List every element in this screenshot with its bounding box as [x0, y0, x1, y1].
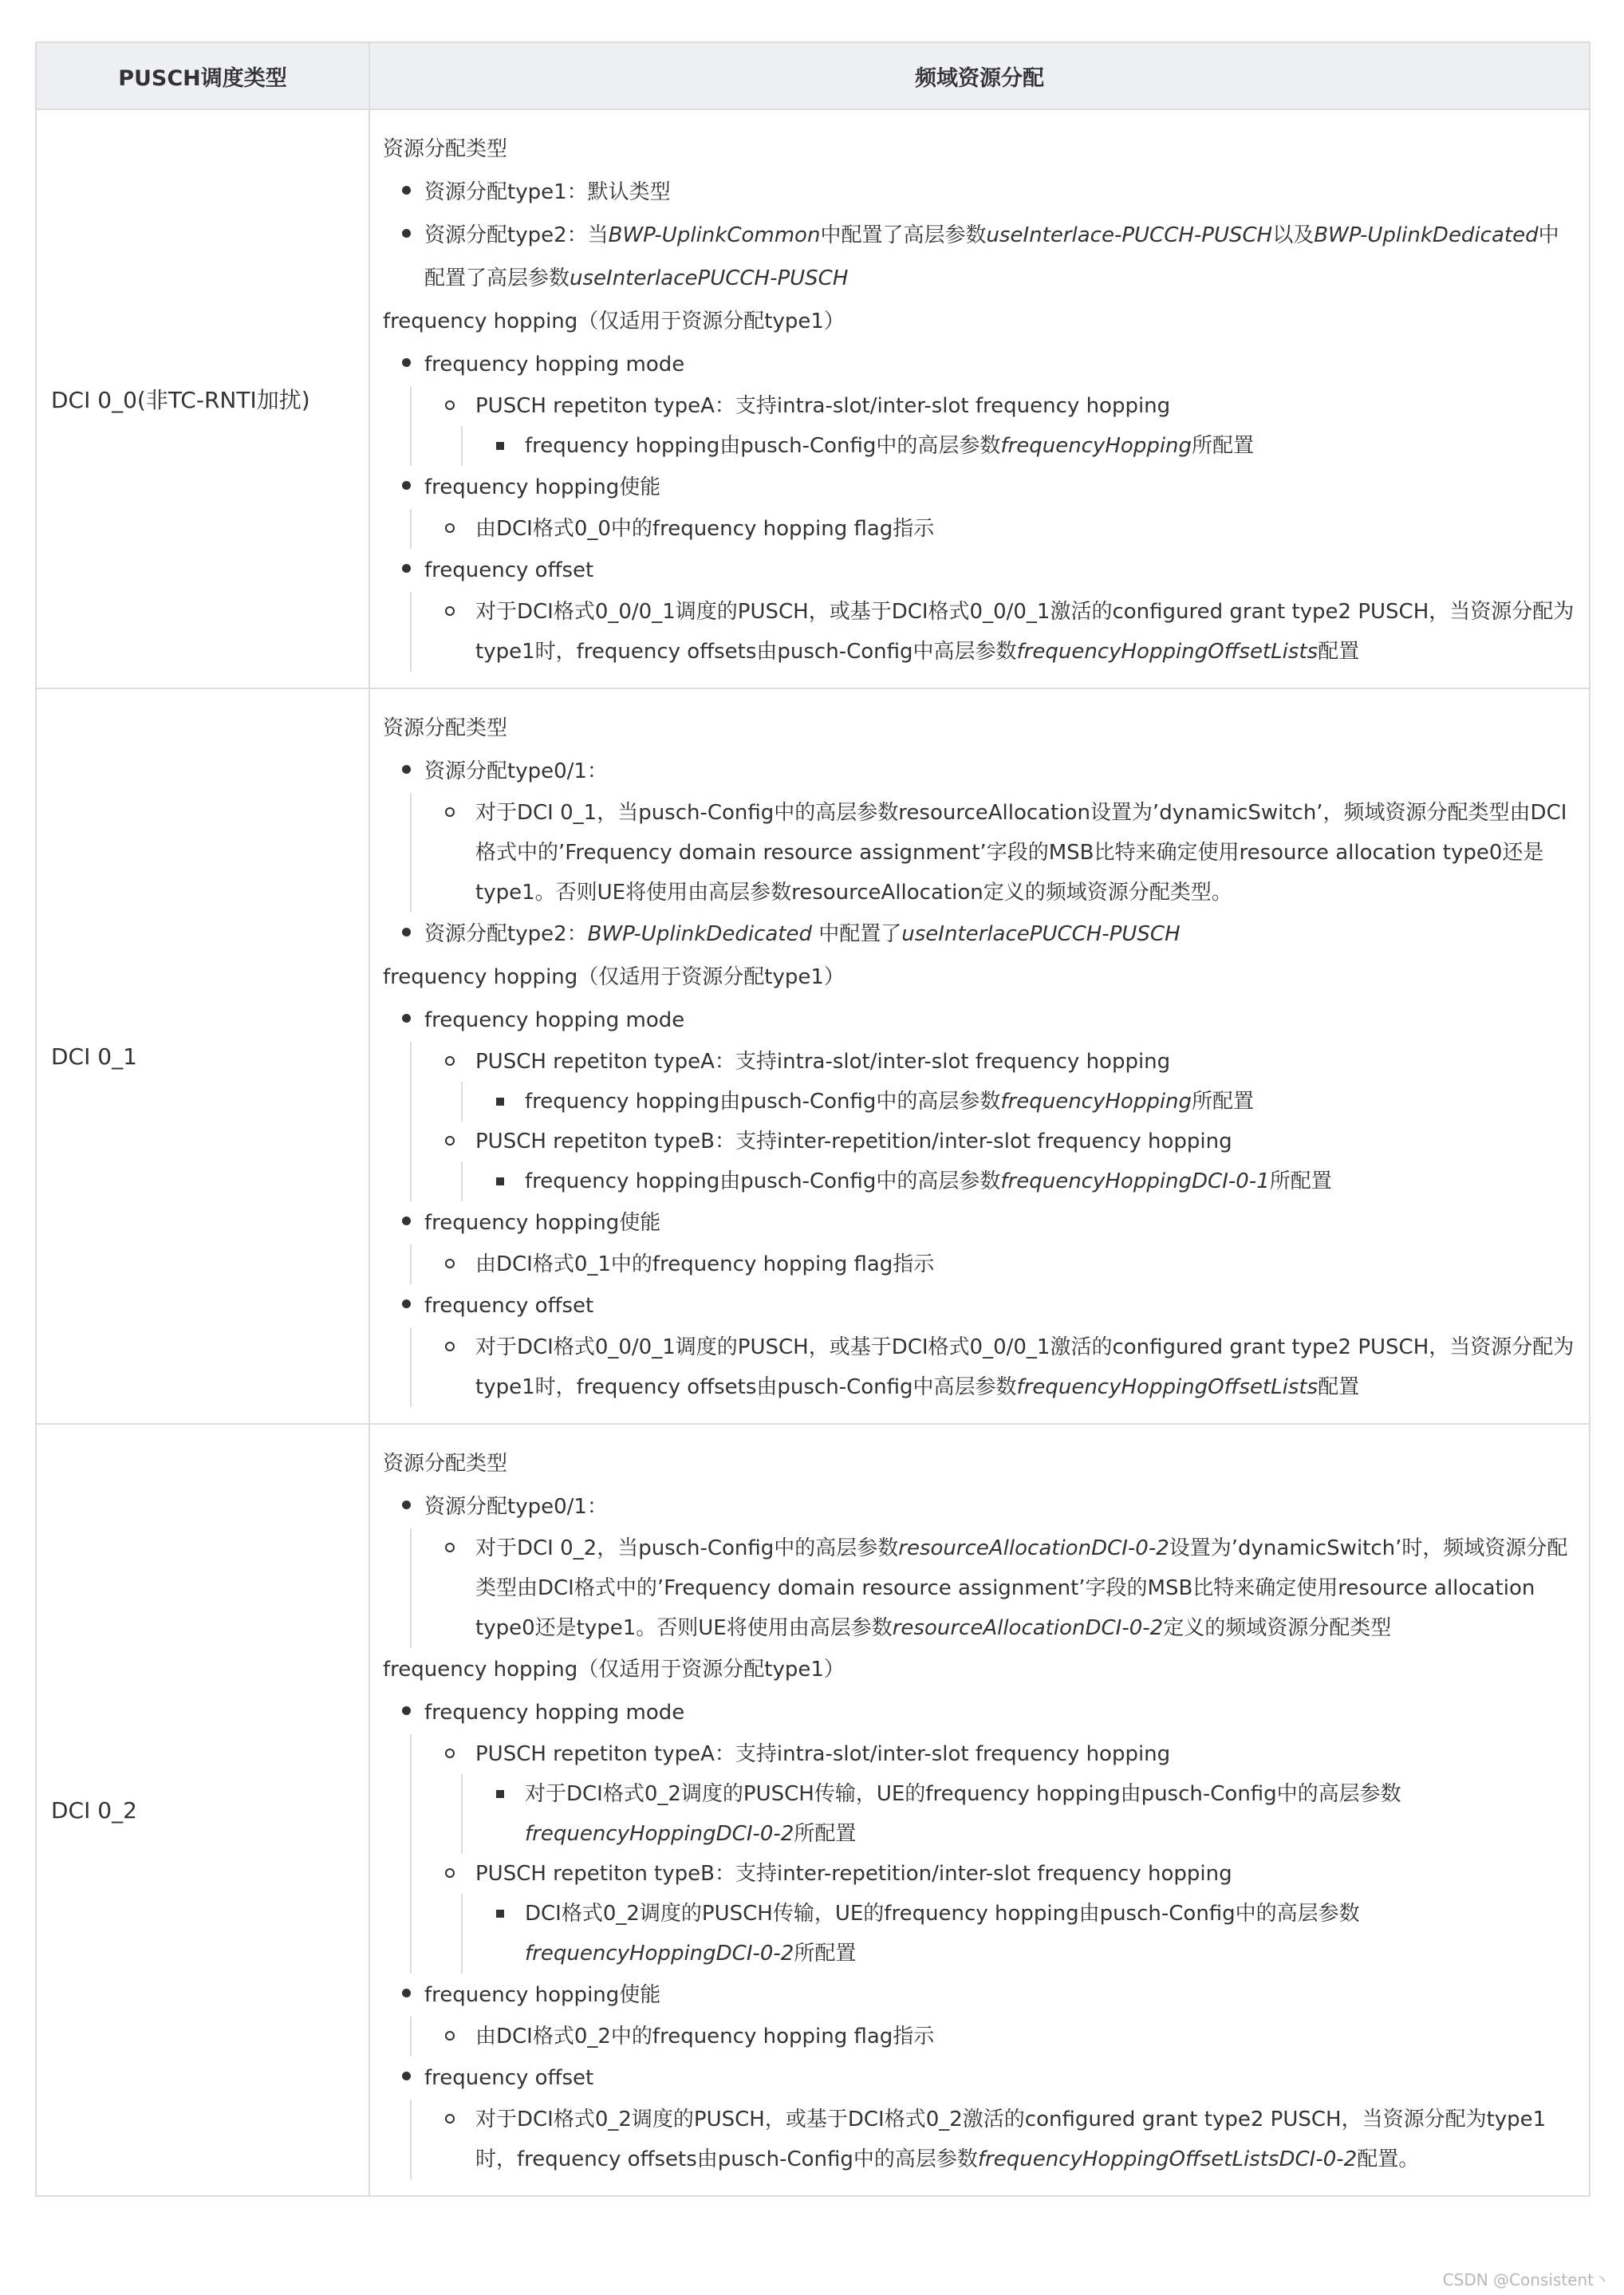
list-item-text: PUSCH repetiton typeA：支持intra-slot/inter-slot frequency hopping — [475, 394, 1171, 418]
list-item-text: frequency hopping由pusch-Config中的高层参数frequencyHoppingDCI-0-1所配置 — [525, 1169, 1332, 1193]
list-item-text: frequency offset — [424, 2066, 594, 2090]
resource-allocation-table — [35, 41, 1590, 2197]
bullet-list-level-2 — [410, 592, 1576, 672]
list-item — [383, 1974, 1576, 2056]
list-item-text: 对于DCI格式0_2调度的PUSCH传输，UE的frequency hopping由pusch-Config中的高层参数frequencyHoppingDCI-0-2所配置 — [525, 1782, 1401, 1846]
list-item — [383, 999, 1576, 1201]
bullet-list-level-1 — [383, 1691, 1576, 2179]
section-heading: 资源分配类型 — [383, 1452, 508, 1476]
list-item — [426, 1122, 1576, 1201]
list-item — [383, 214, 1576, 300]
list-item — [426, 509, 1576, 549]
freq-allocation-cell — [369, 1424, 1590, 2196]
list-item — [426, 2100, 1576, 2179]
list-item-text: frequency hopping由pusch-Config中的高层参数frequencyHopping所配置 — [525, 434, 1255, 458]
bullet-list-level-1 — [383, 1485, 1576, 1648]
section-heading: 资源分配类型 — [383, 716, 508, 740]
list-item — [477, 426, 1576, 466]
bullet-list-level-2 — [410, 1327, 1576, 1407]
list-item — [383, 1284, 1576, 1407]
list-item-text: frequency hopping mode — [424, 1008, 685, 1032]
list-item — [383, 171, 1576, 214]
table-header-row — [36, 42, 1590, 109]
list-item-text: 资源分配type2：BWP-UplinkDedicated 中配置了useInterlacePUCCH-PUSCH — [424, 922, 1181, 946]
list-item — [426, 1327, 1576, 1407]
section-heading: frequency hopping（仅适用于资源分配type1） — [383, 310, 845, 333]
list-item-text: 对于DCI 0_1，当pusch-Config中的高层参数resourceAllocation设置为’dynamicSwitch’，频域资源分配类型由DCI格式中的’Frequency domain resource assignment’字段的MSB比特来确定使用resource allocation type0还是type1。否则UE将使用由高层参数resourceAllocation定义的频域资源分配类型。 — [475, 801, 1567, 905]
bullet-list-level-1 — [383, 343, 1576, 672]
header-freq-allocation: 频域资源分配 — [369, 42, 1590, 109]
list-item-text: 对于DCI 0_2，当pusch-Config中的高层参数resourceAllocationDCI-0-2设置为’dynamicSwitch’时，频域资源分配类型由DCI格式中的’Frequency domain resource assignment’字段的MSB比特来确定使用resource allocation type0还是type1。否则UE将使用由高层参数resourceAllocationDCI-0-2定义的频域资源分配类型 — [475, 1536, 1568, 1640]
bullet-list-level-3 — [461, 1161, 1576, 1201]
list-item — [426, 793, 1576, 913]
list-item-text: frequency hopping使能 — [424, 1983, 661, 2007]
list-item — [426, 1734, 1576, 1854]
list-item — [426, 386, 1576, 466]
list-item-text: PUSCH repetiton typeA：支持intra-slot/inter-slot frequency hopping — [475, 1742, 1171, 1766]
list-item — [383, 1201, 1576, 1284]
list-item-text: frequency hopping mode — [424, 1701, 685, 1725]
bullet-list-level-3 — [461, 1774, 1576, 1854]
list-item-text: frequency hopping由pusch-Config中的高层参数frequencyHopping所配置 — [525, 1090, 1255, 1114]
freq-allocation-cell — [369, 688, 1590, 1424]
table-body — [36, 109, 1590, 2196]
list-item — [383, 1691, 1576, 1974]
list-item-text: 对于DCI格式0_0/0_1调度的PUSCH，或基于DCI格式0_0/0_1激活的configured grant type2 PUSCH，当资源分配为type1时，frequency offsets由pusch-Config中高层参数frequencyHoppingOffsetLists配置 — [475, 1335, 1575, 1399]
list-item-text: 对于DCI格式0_2调度的PUSCH，或基于DCI格式0_2激活的configured grant type2 PUSCH，当资源分配为type1时，frequency offsets由pusch-Config中的高层参数frequencyHoppingOffsetListsDCI-0-2配置。 — [475, 2108, 1547, 2171]
list-item — [477, 1774, 1576, 1854]
list-item-text: DCI格式0_2调度的PUSCH传输，UE的frequency hopping由pusch-Config中的高层参数frequencyHoppingDCI-0-2所配置 — [525, 1902, 1360, 1966]
list-item — [383, 466, 1576, 549]
list-item — [477, 1082, 1576, 1122]
bullet-list-level-2 — [410, 2100, 1576, 2179]
list-item — [477, 1894, 1576, 1974]
list-item-text: 资源分配type1：默认类型 — [424, 180, 671, 204]
list-item-text: 由DCI格式0_1中的frequency hopping flag指示 — [475, 1252, 935, 1276]
list-item-text: frequency offset — [424, 1294, 594, 1318]
list-item — [383, 1485, 1576, 1648]
bullet-list-level-2 — [410, 509, 1576, 549]
section-heading: frequency hopping（仅适用于资源分配type1） — [383, 1658, 845, 1682]
list-item-text: PUSCH repetiton typeA：支持intra-slot/inter-slot frequency hopping — [475, 1050, 1171, 1074]
list-item — [426, 1528, 1576, 1648]
list-item-text: frequency hopping使能 — [424, 1211, 661, 1235]
freq-allocation-cell — [369, 109, 1590, 688]
list-item-text: 资源分配type0/1： — [424, 1495, 608, 1519]
list-item-text: 对于DCI格式0_0/0_1调度的PUSCH，或基于DCI格式0_0/0_1激活的configured grant type2 PUSCH，当资源分配为type1时，frequency offsets由pusch-Config中高层参数frequencyHoppingOffsetLists配置 — [475, 600, 1575, 664]
bullet-list-level-2 — [410, 1244, 1576, 1284]
table-row — [36, 1424, 1590, 2196]
list-item — [426, 1042, 1576, 1122]
list-item-text: frequency hopping mode — [424, 353, 685, 377]
bullet-list-level-2 — [410, 1528, 1576, 1648]
bullet-list-level-1 — [383, 999, 1576, 1407]
list-item — [426, 1854, 1576, 1974]
list-item — [426, 592, 1576, 672]
table-row — [36, 688, 1590, 1424]
list-item-text: 资源分配type2：当BWP-UplinkCommon中配置了高层参数useInterlace-PUCCH-PUSCH以及BWP-UplinkDedicated中配置了高层参数useInterlacePUCCH-PUSCH — [424, 223, 1559, 290]
list-item-text: frequency hopping使能 — [424, 475, 661, 499]
pusch-type-cell: DCI 0_2 — [36, 1424, 369, 2196]
bullet-list-level-1 — [383, 750, 1576, 956]
bullet-list-level-2 — [410, 1734, 1576, 1974]
bullet-list-level-2 — [410, 793, 1576, 913]
bullet-list-level-1 — [383, 171, 1576, 300]
table-row — [36, 109, 1590, 688]
list-item-text: 由DCI格式0_0中的frequency hopping flag指示 — [475, 517, 935, 541]
list-item — [383, 750, 1576, 913]
bullet-list-level-2 — [410, 2017, 1576, 2056]
list-item-text: PUSCH repetiton typeB：支持inter-repetition/inter-slot frequency hopping — [475, 1130, 1232, 1153]
list-item — [383, 913, 1576, 956]
list-item-text: 资源分配type0/1： — [424, 759, 608, 783]
list-item-text: PUSCH repetiton typeB：支持inter-repetition/inter-slot frequency hopping — [475, 1862, 1232, 1886]
list-item — [426, 1244, 1576, 1284]
list-item-text: frequency offset — [424, 558, 594, 582]
section-heading: 资源分配类型 — [383, 137, 508, 161]
bullet-list-level-3 — [461, 1082, 1576, 1122]
list-item — [383, 2056, 1576, 2179]
list-item — [383, 549, 1576, 672]
bullet-list-level-3 — [461, 426, 1576, 466]
list-item-text: 由DCI格式0_2中的frequency hopping flag指示 — [475, 2025, 935, 2049]
pusch-type-cell: DCI 0_1 — [36, 688, 369, 1424]
section-heading: frequency hopping（仅适用于资源分配type1） — [383, 965, 845, 989]
header-pusch-type: PUSCH调度类型 — [36, 42, 369, 109]
bullet-list-level-2 — [410, 386, 1576, 466]
watermark: CSDN @Consistent丶 — [1442, 2270, 1610, 2289]
bullet-list-level-3 — [461, 1894, 1576, 1974]
bullet-list-level-2 — [410, 1042, 1576, 1201]
list-item — [477, 1161, 1576, 1201]
list-item — [383, 343, 1576, 466]
pusch-type-cell: DCI 0_0(非TC-RNTI加扰) — [36, 109, 369, 688]
list-item — [426, 2017, 1576, 2056]
